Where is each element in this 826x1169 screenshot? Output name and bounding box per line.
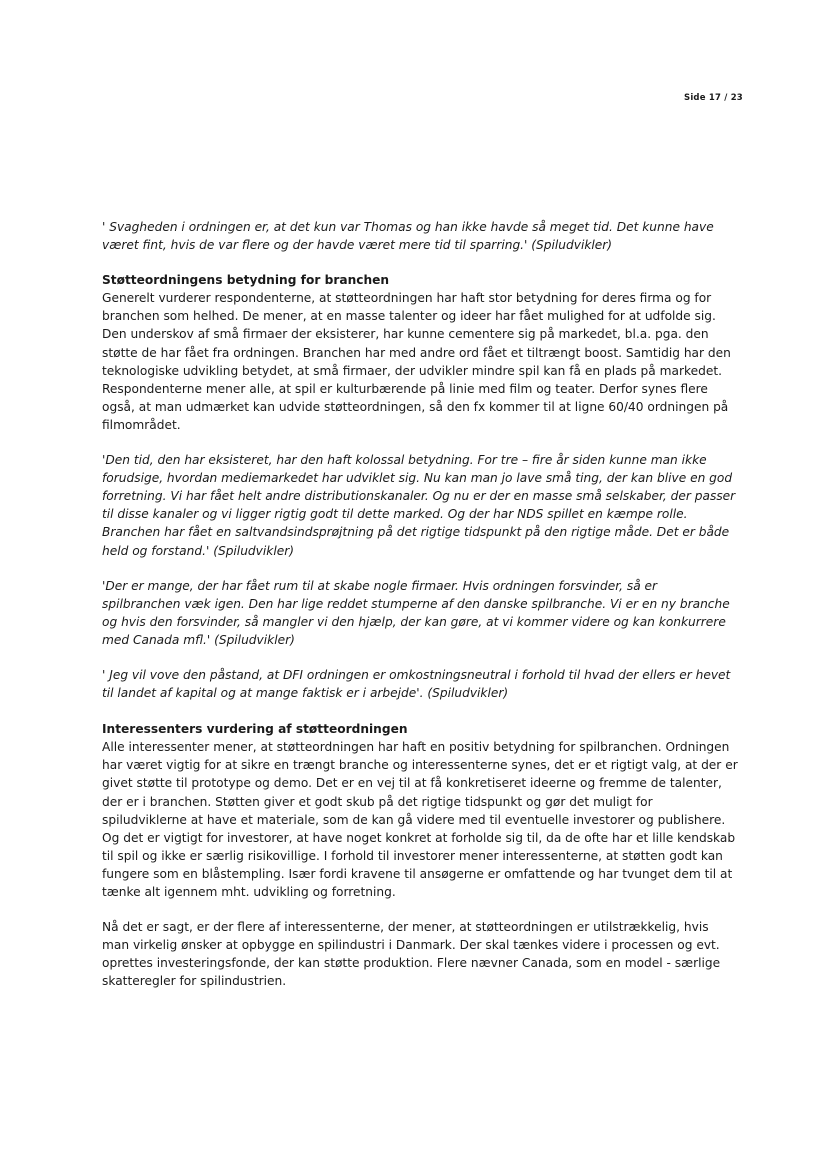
paragraph-interessenter: Alle interessenter mener, at støtteordningen har haft en positiv betydning for spilbranchen. Ordningen har været vigtig for at sikre en trængt branche og interessenterne synes, det er et rigtigt valg, at der er givet støtte til prototype og demo. Det er en vej til at få konkretiseret ideerne og fremme de talenter, der er i branchen. Støtten giver et godt skub på det rigtige tidspunkt og gør det muligt for spiludviklerne at have et materiale, som de kan gå videre med til eventuelle investorer og publishere. Og det er vigtigt for investorer, at have noget konkret at forholde sig til, da de ofte har et lille kendskab til spil og ikke er særlig risikovillige. I forhold til investorer mener interessenterne, at støtten godt kan fungere som en blåstempling. Især fordi kravene til ansøgerne er omfattende og har tvunget dem til at tænke alt igennem mht. udvikling og forretning.: [102, 740, 738, 899]
page-number: Side 17 / 23: [684, 93, 743, 103]
paragraph-utilstraekkelig: Nå det er sagt, er der flere af interessenterne, der mener, at støtteordningen er utilstrækkelig, hvis man virkelig ønsker at opbygge en spilindustri i Danmark. Der skal tænkes videre i processen og evt. oprettes investeringsfonde, der kan støtte produktion. Flere nævner Canada, som en model - særlige skatteregler for spilindustrien.: [102, 920, 721, 989]
quote-den-tid: 'Den tid, den har eksisteret, har den haft kolossal betydning. For tre – fire år siden kunne man ikke forudsige, hvordan mediemarkedet har udviklet sig. Nu kan man jo lave små ting, der kan blive en god forretning. Vi har fået helt andre distributionskanaler. Og nu er der en masse små selskaber, der passer til disse kanaler og vi ligger rigtig godt til dette marked. Og der har NDS spillet en kæmpe rolle. Branchen har fået en saltvandsindsprøjtning på det rigtige tidspunkt på den rigtige måde. Det er både held og forstand.' (Spiludvikler): [102, 453, 736, 558]
section-heading-interessenter: Interessenters vurdering af støtteordningen: [102, 722, 408, 737]
section-heading-branchen: Støtteordningens betydning for branchen: [102, 273, 390, 288]
document-body: [102, 218, 738, 990]
quote-der-er-mange: 'Der er mange, der har fået rum til at skabe nogle firmaer. Hvis ordningen forsvinder, så er spilbranchen væk igen. Den har lige reddet stumperne af den danske spilbranche. Vi er en ny branche og hvis den forsvinder, så mangler vi den hjælp, der kan gøre, at vi kommer videre og kan konkurrere med Canada mfl.' (Spiludvikler): [102, 578, 730, 647]
paragraph-branchen: Generelt vurderer respondenterne, at støtteordningen har haft stor betydning for deres firma og for branchen som helhed. De mener, at en masse talenter og ideer har fået mulighed for at udfolde sig. Den underskov af små firmaer der eksisterer, har kunne cementere sig på markedet, bl.a. pga. den støtte de har fået fra ordningen. Branchen har med andre ord fået et tiltrængt boost. Samtidig har den teknologiske udvikling betydet, at små firmaer, der udvikler mindre spil kan få en plads på markedet. Respondenterne mener alle, at spil er kulturbærende på linie med film og teater. Derfor synes flere også, at man udmærket kan udvide støtteordningen, så den fx kommer til at ligne 60/40 ordningen på filmområdet.: [102, 291, 731, 432]
quote-jeg-vil-vove: ' Jeg vil vove den påstand, at DFI ordningen er omkostningsneutral i forhold til hvad der ellers er hevet til landet af kapital og at mange faktisk er i arbejde'. (Spiludvikler): [102, 667, 731, 701]
quote-svagheden: ' Svagheden i ordningen er, at det kun var Thomas og han ikke havde så meget tid. Det kunne have været fint, hvis de var flere og der havde været mere tid til sparring.' (Spiludvikler): [102, 220, 714, 253]
